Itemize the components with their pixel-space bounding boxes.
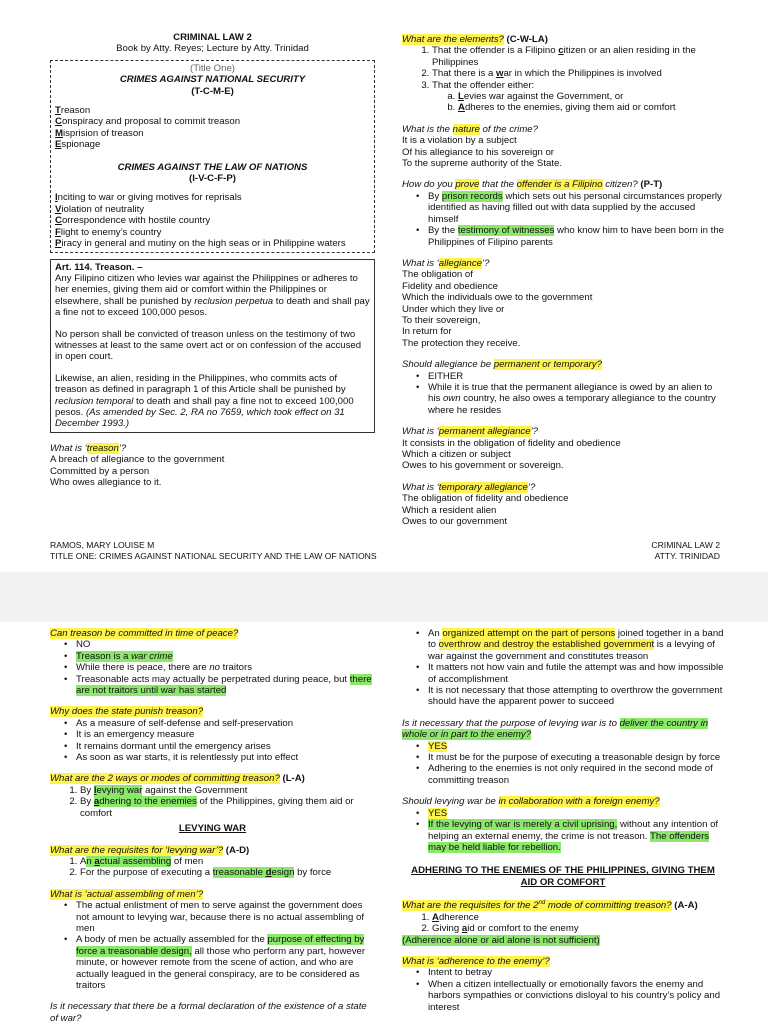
question: What is ‘allegiance’? xyxy=(402,257,490,269)
deliver-section xyxy=(402,718,724,786)
treason-definition xyxy=(50,443,375,489)
answer-line: Which a citizen or subject xyxy=(402,449,511,460)
list-item: 2. Giving aid or comfort to the enemy xyxy=(432,923,724,934)
answer-line: Committed by a person xyxy=(50,465,150,477)
list-item: • YES xyxy=(428,741,724,752)
nature-section xyxy=(402,124,724,170)
elements-list xyxy=(432,45,724,113)
question: Should levying war be in collaboration with a foreign enemy? xyxy=(402,796,660,808)
national-security-list xyxy=(55,105,370,151)
collaboration-list xyxy=(428,808,724,854)
list-item: Espionage xyxy=(55,139,101,151)
answer-line: Under which they live or xyxy=(402,303,505,315)
list-item: • By prison records which sets out his personal circumstances properly identified as having filled out with data supplied by the accused himself xyxy=(428,191,724,225)
list-item: 1. That the offender is a Filipino citizen or an alien residing in the Philippines xyxy=(432,45,724,68)
adhering-requisites-section xyxy=(402,898,724,946)
answer-line: A breach of allegiance to the government xyxy=(50,454,225,466)
article-paragraph-3: Likewise, an alien, residing in the Philippines, who commits acts of treason as defined in paragraph 1 of this Article shall be punished by reclusion temporal to death and shall pay a fine not to exceed 100,000 pesos. (As amended by Sec. 2, RA no 7659, which took effect on 31 December 1993.) xyxy=(55,372,354,430)
collaboration-section xyxy=(402,796,724,853)
page-footer xyxy=(50,540,720,562)
adherence-note: (Adherence alone or aid alone is not sufficient) xyxy=(402,934,600,946)
list-item: 2. By adhering to the enemies of the Philippines, giving them aid or comfort xyxy=(80,796,375,819)
course-title: CRIMINAL LAW 2 xyxy=(173,32,252,43)
temporary-allegiance-section xyxy=(402,482,724,528)
article-paragraph-1: Any Filipino citizen who levies war against the Philippines or adheres to her enemies, giving them aid or comfort within the Philippines or elsewhere, shall be punished by reclusion perpetua to death and shall pay a fine not to exceed 100,000 pesos. xyxy=(55,272,370,319)
page1-right-column xyxy=(402,34,724,527)
adherence-list xyxy=(428,967,724,1013)
list-item: • While there is peace, there are no traitors xyxy=(76,662,375,673)
list-item: • NO xyxy=(76,639,375,650)
answer-line: It consists in the obligation of fidelity and obedience xyxy=(402,437,621,449)
levying-requisites-list xyxy=(80,856,375,879)
punish-section xyxy=(50,706,375,763)
list-item: Misprision of treason xyxy=(55,127,144,139)
list-item: 1. By levying war against the Government xyxy=(80,785,375,796)
list-item: 3. That the offender either: a. Levies war against the Government, or b. Adheres to the enemies, giving them aid or comfort xyxy=(432,80,724,114)
answer-line: Which a resident alien xyxy=(402,504,497,516)
deliver-list xyxy=(428,741,724,787)
perm-temp-list xyxy=(428,371,724,417)
page1-left-column xyxy=(50,32,375,488)
page2-left-column xyxy=(50,628,375,1024)
question: What is ‘permanent allegiance’? xyxy=(402,426,539,438)
actual-assembling-section xyxy=(50,889,375,992)
list-item: Conspiracy and proposal to commit treason xyxy=(55,116,241,128)
list-item: • By the testimony of witnesses who know him to have been born in the Philippines of Filipino parents xyxy=(428,225,724,248)
mnemonic-ivcfp: (I-V-C-F-P) xyxy=(189,173,236,185)
list-item: 1. Adherence xyxy=(432,912,724,923)
answer-line: Who owes allegiance to it. xyxy=(50,477,162,488)
list-item: Treason xyxy=(55,105,91,117)
elements-section xyxy=(402,34,724,114)
page2-right-column xyxy=(402,628,724,1013)
question: Can treason be committed in time of peace? xyxy=(50,628,239,639)
crimes-outline-box xyxy=(50,60,375,253)
answer-line: The protection they receive. xyxy=(402,337,521,349)
page-gap xyxy=(0,572,768,622)
list-item: • The actual enlistment of men to serve against the government does not amount to levying war, because there is no actual assembling of men xyxy=(76,900,375,934)
question: What is ‘adherence to the enemy’? xyxy=(402,955,550,967)
list-item: Piracy in general and mutiny on the high seas or in Philippine waters xyxy=(55,238,346,250)
organized-attempt-list xyxy=(428,628,724,708)
permanent-allegiance-section xyxy=(402,426,724,472)
answer-line: The obligation of xyxy=(402,269,473,281)
prove-list xyxy=(428,191,724,248)
list-item: a. Levies war against the Government, or xyxy=(458,91,724,102)
list-item: • A body of men be actually assembled for the purpose of effecting by force a treasonable design, all those who perform any part, however minute, or however remote from the scene of action, and who are actually leagued in the general conspiracy, are to be considered as traitors xyxy=(76,934,375,991)
list-item: • Intent to betray xyxy=(428,967,724,978)
question: What is ‘treason’? xyxy=(50,442,127,454)
list-item: • If the levying of war is merely a civil uprising, without any intention of helping an external enemy, the crime is not treason. The offenders may be held liable for rebellion. xyxy=(428,819,724,853)
list-item: • While it is true that the permanent allegiance is owed by an alien to his own country, he also owes a temporary allegiance to the country where he resides xyxy=(428,382,724,416)
sub-list xyxy=(458,91,724,114)
list-item: 2. For the purpose of executing a treasonable design by force xyxy=(80,867,375,878)
article-title: Art. 114. Treason. – xyxy=(55,261,143,273)
ways-section xyxy=(50,773,375,819)
allegiance-section xyxy=(402,258,724,349)
list-item: • Treasonable acts may actually be perpetrated during peace, but there are not traitors until war has started xyxy=(76,674,375,697)
law-of-nations-list xyxy=(55,192,370,249)
list-item: 1. An actual assembling of men xyxy=(80,856,375,867)
punish-list xyxy=(76,718,375,764)
list-item: • Adhering to the enemies is not only required in the second mode of committing treason xyxy=(428,763,724,786)
answer-line: In return for xyxy=(402,326,452,338)
list-item: 2. That there is a war in which the Philippines is involved xyxy=(432,68,724,79)
mnemonic-tcme: (T-C-M-E) xyxy=(191,85,234,97)
answer-line: Fidelity and obedience xyxy=(402,280,499,292)
question: What is ‘actual assembling of men’? xyxy=(50,888,204,900)
question: What are the requisites for the 2nd mode of committing treason? (A-A) xyxy=(402,900,698,912)
heading-national-security: CRIMES AGAINST NATIONAL SECURITY xyxy=(119,74,306,86)
adhering-requisites-list xyxy=(432,912,724,935)
question: What are the requisites for ‘levying war’? (A-D) xyxy=(50,844,250,856)
footer-title: TITLE ONE: CRIMES AGAINST NATIONAL SECURITY AND THE LAW OF NATIONS xyxy=(50,551,377,561)
list-item: • YES xyxy=(428,808,724,819)
answer-line: Which the individuals owe to the government xyxy=(402,292,593,304)
peace-section xyxy=(50,628,375,696)
answer-line: To their sovereign, xyxy=(402,314,481,326)
list-item: • It must be for the purpose of executing a treasonable design by force xyxy=(428,752,724,763)
levying-requisites-section xyxy=(50,845,375,879)
list-item: • It matters not how vain and futile the attempt was and how impossible of accomplishment xyxy=(428,662,724,685)
peace-list xyxy=(76,639,375,696)
book-credit: Book by Atty. Reyes; Lecture by Atty. Trinidad xyxy=(116,43,309,55)
footer-author: RAMOS, MARY LOUISE M xyxy=(50,540,155,550)
question: What are the 2 ways or modes of committing treason? (L-A) xyxy=(50,773,305,785)
answer-line: Owes to our government xyxy=(402,516,508,528)
answer-line: The obligation of fidelity and obedience xyxy=(402,493,569,505)
answer-line: It is a violation by a subject xyxy=(402,135,517,147)
prove-section xyxy=(402,179,724,247)
permanent-temporary-section xyxy=(402,359,724,416)
answer-line: Of his allegiance to his sovereign or xyxy=(402,146,554,158)
list-item: b. Adheres to the enemies, giving them aid or comfort xyxy=(458,102,724,113)
question: What are the elements? (C-W-LA) xyxy=(402,34,548,45)
article-114-box xyxy=(50,259,375,433)
list-item: • When a citizen intellectually or emotionally favors the enemy and harbors sympathies or convictions disloyal to his country’s policy and interest xyxy=(428,979,724,1013)
answer-line: To the supreme authority of the State. xyxy=(402,158,562,170)
actual-assembling-list xyxy=(76,900,375,991)
adherence-section xyxy=(402,956,724,1013)
list-item: Correspondence with hostile country xyxy=(55,215,211,227)
list-item: • As a measure of self-defense and self-preservation xyxy=(76,718,375,729)
list-item: • An organized attempt on the part of persons joined together in a band to overthrow and destroy the established government is a levying of war against the government and constitutes treason xyxy=(428,628,724,662)
list-item: • It remains dormant until the emergency arises xyxy=(76,741,375,752)
title-one-label: (Title One) xyxy=(190,62,235,74)
question: What is ‘temporary allegiance’? xyxy=(402,481,536,493)
article-paragraph-2: No person shall be convicted of treason unless on the testimony of two witnesses at least to the same overt act or on confession of the accused in open court. xyxy=(55,328,362,363)
ways-list xyxy=(80,785,375,819)
list-item: • EITHER xyxy=(428,371,724,382)
list-item: • Treason is a war crime xyxy=(76,651,375,662)
heading-law-of-nations: CRIMES AGAINST THE LAW OF NATIONS xyxy=(117,161,308,173)
list-item: • It is not necessary that those attempting to overthrow the government should have the apparent power to succeed xyxy=(428,685,724,708)
question: Should allegiance be permanent or temporary? xyxy=(402,359,602,371)
answer-line: Owes to his government or sovereign. xyxy=(402,460,564,472)
footer-attorney: ATTY. TRINIDAD xyxy=(654,551,720,561)
levying-war-heading: LEVYING WAR xyxy=(178,823,247,835)
question: How do you prove that the offender is a Filipino citizen? (P-T) xyxy=(402,179,663,191)
question: Why does the state punish treason? xyxy=(50,706,204,718)
list-item: Violation of neutrality xyxy=(55,203,145,215)
footer-course: CRIMINAL LAW 2 xyxy=(651,540,720,550)
list-item: • It is an emergency measure xyxy=(76,729,375,740)
declaration-question: Is it necessary that there be a formal declaration of the existence of a state of war? xyxy=(50,1001,367,1024)
page-2 xyxy=(0,622,768,1024)
list-item: Flight to enemy’s country xyxy=(55,226,162,238)
list-item: • As soon as war starts, it is relentlessly put into effect xyxy=(76,752,375,763)
question: What is the nature of the crime? xyxy=(402,123,538,135)
question: Is it necessary that the purpose of levying war is to deliver the country in whole or in part to the enemy? xyxy=(402,717,709,741)
list-item: Inciting to war or giving motives for reprisals xyxy=(55,192,242,204)
adhering-heading: ADHERING TO THE ENEMIES OF THE PHILIPPINES, GIVING THEM AID OR COMFORT xyxy=(411,865,715,888)
